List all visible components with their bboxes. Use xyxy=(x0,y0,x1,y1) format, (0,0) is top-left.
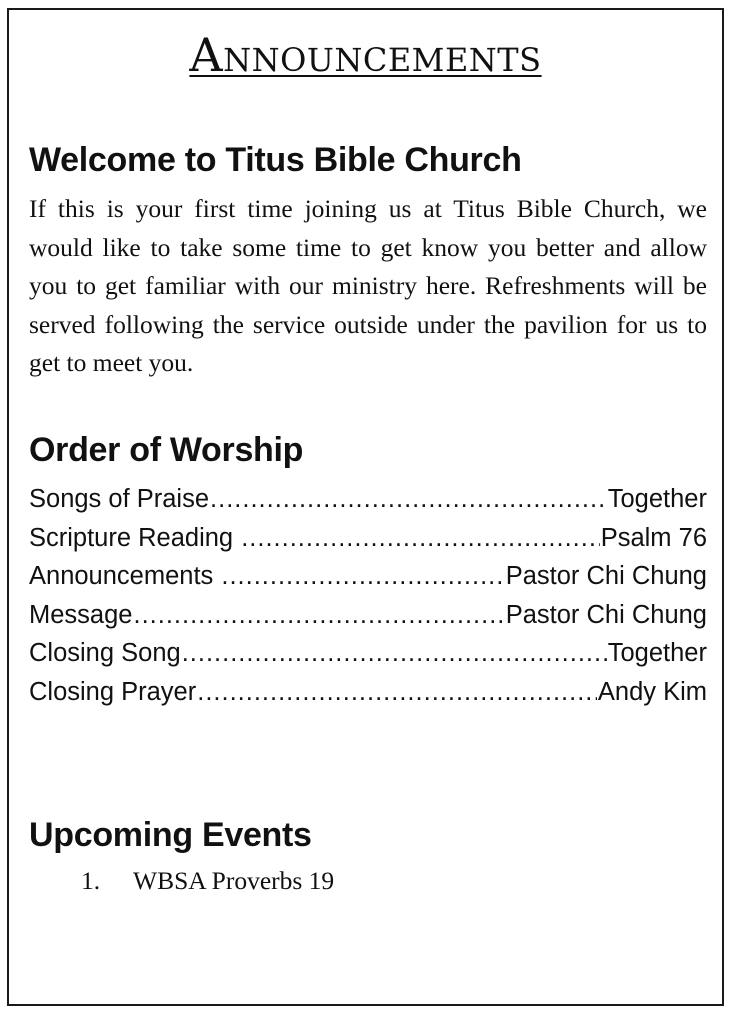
order-row xyxy=(29,524,707,563)
order-item-leader: Together xyxy=(607,485,707,513)
page-title xyxy=(9,28,722,82)
order-of-worship-heading: Order of Worship xyxy=(29,431,304,469)
order-of-worship-list xyxy=(29,485,707,716)
welcome-paragraph: If this is your first time joining us at Titus Bible Church, we would like to take some time to get know you better and allow you to get familiar with our ministry here. Refreshments will be served following the service outside under the pavilion for us to get to meet you. xyxy=(29,194,707,377)
dot-leader xyxy=(210,485,607,514)
order-item-leader: Together xyxy=(607,639,707,667)
order-item-leader: Pastor Chi Chung xyxy=(505,562,707,590)
list-item-number: 1. xyxy=(81,866,101,895)
dot-leader xyxy=(197,678,597,707)
dot-leader xyxy=(221,562,504,591)
order-row xyxy=(29,485,707,524)
order-item-name: Closing Song xyxy=(29,639,181,667)
page-title-text: Announcements xyxy=(189,28,542,82)
order-item-leader: Psalm 76 xyxy=(600,523,707,552)
order-item-leader: Pastor Chi Chung xyxy=(505,600,707,629)
dot-leader xyxy=(133,601,504,630)
order-item-name: Announcements xyxy=(29,562,221,590)
list-item xyxy=(81,866,334,896)
upcoming-events-heading: Upcoming Events xyxy=(29,816,312,854)
order-item-name: Message xyxy=(29,600,133,629)
order-item-leader: Andy Kim xyxy=(597,677,707,706)
order-row xyxy=(29,601,707,640)
order-row xyxy=(29,678,707,717)
dot-leader xyxy=(241,524,600,553)
list-item-text: WBSA Proverbs 19 xyxy=(133,866,335,895)
order-item-name: Scripture Reading xyxy=(29,523,241,552)
order-row xyxy=(29,562,707,601)
bulletin-frame xyxy=(7,8,724,1006)
order-item-name: Songs of Praise xyxy=(29,485,210,513)
upcoming-events-list xyxy=(81,866,334,896)
dot-leader xyxy=(182,639,607,668)
welcome-heading: Welcome to Titus Bible Church xyxy=(29,141,522,179)
order-item-name: Closing Prayer xyxy=(29,677,197,706)
order-row xyxy=(29,639,707,678)
